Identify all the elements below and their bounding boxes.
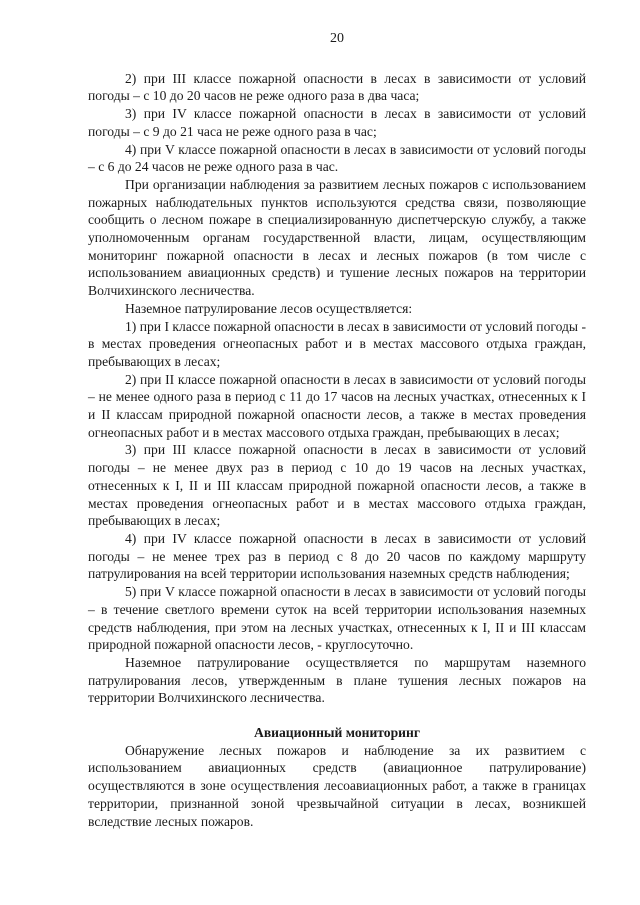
section-spacer	[88, 707, 586, 724]
paragraph-observation-points: При организации наблюдения за развитием лесных пожаров с использованием пожарных наблюдательных пунктов используются средства связи, позволяющие сообщить о лесном пожаре в специализированную диспетчерскую службу, а также уполномоченным органам государственной власти, лицам, осуществляющим мониторинг пожарной опасности в лесах и лесных пожаров (в том числе с использованием авиационных средств) и тушение лесных пожаров на территории Волчихинского лесничества.	[88, 176, 586, 299]
paragraph-patrol-class-4: 3) при IV классе пожарной опасности в лесах в зависимости от условий погоды – с 9 до 21 часа не реже одного раза в час;	[88, 106, 586, 139]
paragraph-ground-routes: Наземное патрулирование осуществляется по маршрутам наземного патрулирования лесов, утвержденным в плане тушения лесных пожаров на территории Волчихинского лесничества.	[88, 654, 586, 706]
paragraph-ground-class-5: 5) при V классе пожарной опасности в лесах в зависимости от условий погоды – в течение светлого времени суток на всей территории использования наземных средств наблюдения, при этом на лесных участках, отнесенных к I, II и III классам природной пожарной опасности лесов, - круглосуточно.	[88, 584, 586, 653]
paragraph-patrol-class-5: 4) при V классе пожарной опасности в лесах в зависимости от условий погоды – с 6 до 24 часов не реже одного раза в час.	[88, 141, 586, 175]
paragraph-aviation-monitoring: Обнаружение лесных пожаров и наблюдение за их развитием с использованием авиационных средств (авиационное патрулирование) осуществляются в зоне осуществления лесоавиационных работ, а также в границах территории, признанной зоной чрезвычайной ситуации в лесах, возникшей вследствие лесных пожаров.	[88, 742, 586, 829]
paragraph-ground-patrol-intro: Наземное патрулирование лесов осуществляется:	[125, 300, 413, 316]
paragraph-ground-class-3: 3) при III классе пожарной опасности в лесах в зависимости от условий погоды – не менее двух раз в период с 10 до 19 часов на лесных участках, отнесенных к I, II и III классам природной пожарной опасности лесов, а также в местах проведения огнеопасных работ и в местах массового отдыха граждан, пребывающих в лесах;	[88, 442, 586, 529]
paragraph-ground-class-1: 1) при I классе пожарной опасности в лесах в зависимости от условий погоды - в местах проведения огнеопасных работ и в местах массового отдыха граждан, пребывающих в лесах;	[88, 318, 586, 369]
paragraph-ground-class-2: 2) при II классе пожарной опасности в лесах в зависимости от условий погоды – не менее одного раза в период с 11 до 17 часов на лесных участках, отнесенных к I и II классам природной пожарной опасности лесов, а также в местах проведения огнеопасных работ и в местах массового отдыха граждан, пребывающих в лесах;	[88, 371, 586, 440]
section-heading: Авиационный мониторинг	[254, 725, 420, 741]
paragraph-patrol-class-3: 2) при III классе пожарной опасности в лесах в зависимости от условий погоды – с 10 до 20 часов не реже одного раза в два часа;	[88, 70, 586, 104]
paragraph-ground-class-4: 4) при IV классе пожарной опасности в лесах в зависимости от условий погоды – не менее трех раз в период с 8 до 20 часов по каждому маршруту патрулирования на всей территории использования наземных средств наблюдения;	[88, 530, 586, 582]
page-number: 20	[330, 31, 344, 46]
document-page	[88, 30, 586, 830]
